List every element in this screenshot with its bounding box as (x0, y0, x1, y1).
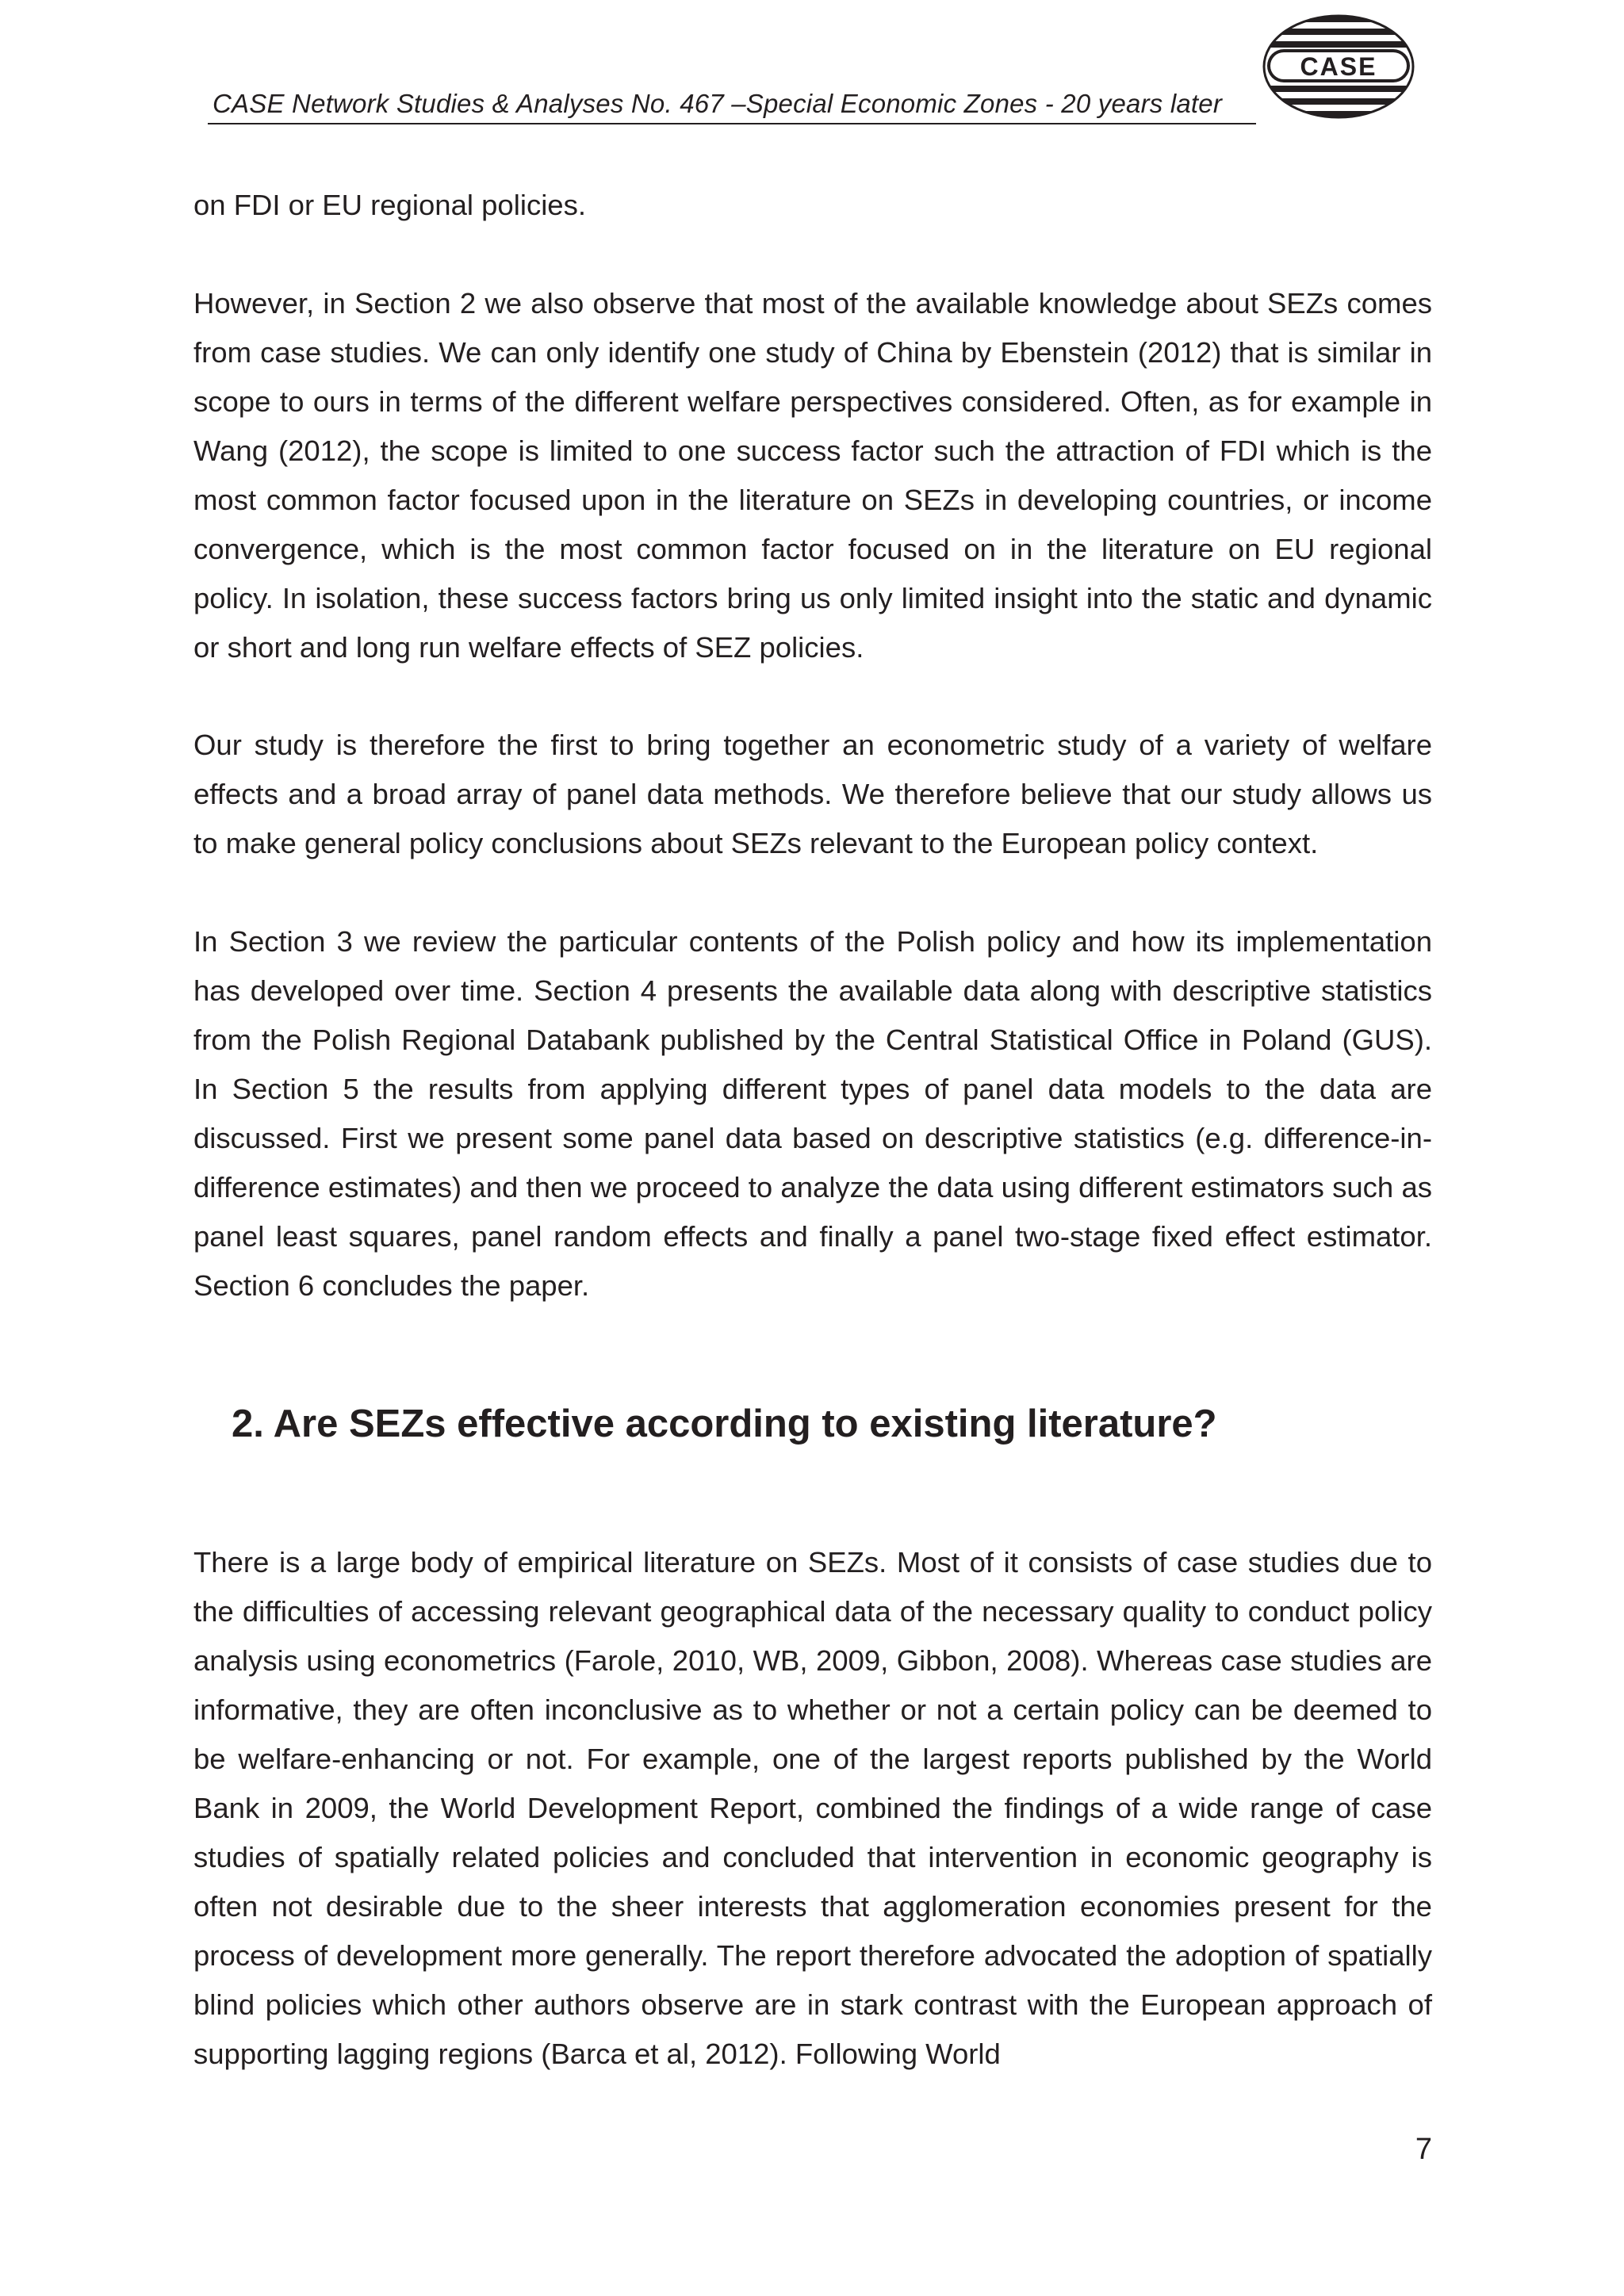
case-logo (1261, 13, 1416, 121)
paragraph-continuation: on FDI or EU regional policies. (193, 189, 586, 221)
paragraph-literature: There is a large body of empirical literature on SEZs. Most of it consists of case studies due to the difficulties of accessing relevant geographical data of the necessary quality to conduct policy analysis using econometrics (Farole, 2010, WB, 2009, Gibbon, 2008). Whereas case studies are informative, they are often inconclusive as to whether or not a certain policy can be deemed to be welfare-enhancing or not. For example, one of the largest reports published by the World Bank in 2009, the World Development Report, combined the findings of a wide range of case studies of spatially related policies and concluded that intervention in economic geography is often not desirable due to the sheer interests that agglomeration economies present for the process of development more generally. The report therefore advocated the adoption of spatially blind policies which other authors observe are in stark contrast with the European approach of supporting lagging regions (Barca et al, 2012). Following World (193, 1546, 1432, 2070)
paragraph-case-studies: However, in Section 2 we also observe that most of the available knowledge about SEZs comes from case studies. We can only identify one study of China by Ebenstein (2012) that is similar in scope to ours in terms of the different welfare perspectives considered. Often, as for example in Wang (2012), the scope is limited to one success factor such the attraction of FDI which is the most common factor focused upon in the literature on SEZs in developing countries, or income convergence, which is the most common factor focused on in the literature on EU regional policy. In isolation, these success factors bring us only limited insight into the static and dynamic or short and long run welfare effects of SEZ policies. (193, 287, 1432, 664)
header-rule (208, 123, 1256, 124)
paragraph-our-study: Our study is therefore the first to bring together an econometric study of a variety of welfare effects and a broad array of panel data methods. We therefore believe that our study allows us to make general policy conclusions about SEZs relevant to the European policy context. (193, 729, 1432, 859)
running-header: CASE Network Studies & Analyses No. 467 –Special Economic Zones - 20 years later (213, 89, 1223, 118)
section-heading: 2. Are SEZs effective according to existing literature? (232, 1402, 1217, 1445)
page-number: 7 (1415, 2133, 1432, 2166)
paragraph-section-overview: In Section 3 we review the particular contents of the Polish policy and how its implementation has developed over time. Section 4 presents the available data along with descriptive statistics from the Polish Regional Databank published by the Central Statistical Office in Poland (GUS). In Section 5 the results from applying different types of panel data models to the data are discussed. First we present some panel data based on descriptive statistics (e.g. difference-in-difference estimates) and then we proceed to analyze the data using different estimators such as panel least squares, panel random effects and finally a panel two-stage fixed effect estimator. Section 6 concludes the paper. (193, 925, 1432, 1302)
logo-text: CASE (1300, 52, 1377, 81)
